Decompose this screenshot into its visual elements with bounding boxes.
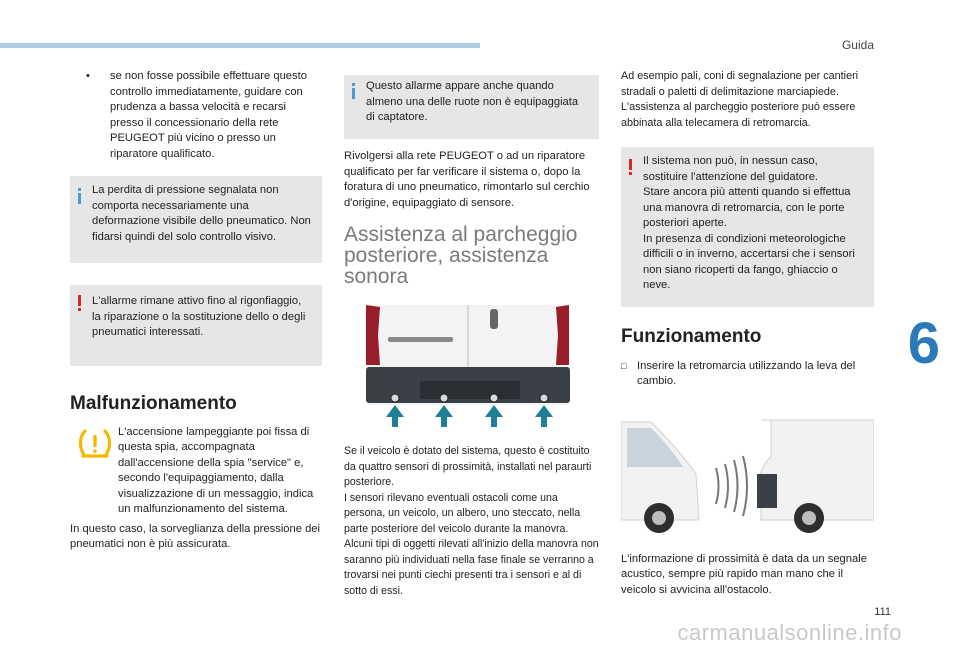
info-box — [70, 176, 322, 263]
heading-malfunzionamento: Malfunzionamento — [70, 393, 237, 414]
step-mark: □ — [621, 360, 627, 371]
warning-box-text: L'allarme rimane attivo fino al rigonfiaggio, la riparazione o la sostituzione dello o degli pneumatici interessati. — [92, 295, 306, 338]
paragraph: Rivolgersi alla rete PEUGEOT o ad un riparatore qualificato per far verificare il sistema o, dopo la foratura di uno pneumatico, rimontarlo sul cerchio d'origine, equipaggiato di sensore. — [344, 150, 590, 209]
van-rear-sensors-illustration — [362, 299, 577, 429]
step-item — [621, 359, 874, 390]
heading-funzionamento: Funzionamento — [621, 326, 762, 347]
warning-line: Il sistema non può, in nessun caso, sostituire l'attenzione del guidatore. — [643, 155, 819, 183]
warning-line: In presenza di condizioni meteorologiche difficili o in inverno, accertarsi che i sensori non siano ricoperti da fango, ghiaccio o neve. — [643, 232, 855, 291]
info-box-text: Questo allarme appare anche quando almeno una delle ruote non è equipaggiata di captatore. — [366, 80, 579, 123]
section-title: Assistenza al parcheggio posteriore, assistenza sonora — [344, 223, 578, 288]
paragraph: I sensori rilevano eventuali ostacoli come una persona, un veicolo, un albero, uno steccato, nella parte posteriore del veicolo durante la manovra. Alcuni tipi di oggetti rilevati all'inizio della manovra non saranno più individuati nella fase finale se verranno a trovarsi nei punti ciechi presenti tra i sensori e al di sotto di essi. — [344, 491, 599, 597]
info-box-text: La perdita di pressione segnalata non comporta necessariamente una deformazione visibile dello pneumatico. Non fidarsi quindi del solo controllo visivo. — [92, 184, 311, 243]
warning-icon — [629, 159, 632, 175]
page-number: 111 — [874, 606, 891, 618]
column-3 — [621, 69, 874, 598]
header-bar — [0, 43, 480, 48]
info-icon — [78, 188, 81, 204]
column-1 — [70, 69, 322, 553]
malfunction-block — [70, 425, 322, 518]
bullet-mark: • — [86, 70, 90, 82]
final-text: L'informazione di prossimità è data da un segnale acustico, sempre più rapido man mano che il veicolo si avvicina all'ostacolo. — [621, 552, 867, 596]
warning-box — [70, 285, 322, 366]
info-box — [344, 75, 599, 139]
final-text: In questo caso, la sorveglianza della pressione dei pneumatici non è più assicurata. — [70, 522, 321, 550]
tire-warning-icon — [78, 427, 112, 461]
malfunction-text: L'accensione lampeggiante poi fissa di questa spia, accompagnata dall'accensione della spia "service" e, secondo l'equipaggiamento, dalla visualizzazione di un messaggio, indica un malfunzionamento del sistema. — [118, 425, 314, 515]
info-icon — [352, 83, 355, 99]
bullet-text: se non fosse possibile effettuare questo controllo immediatamente, guidare con prudenza a bassa velocità e recarsi presso il concessionario della rete PEUGEOT più vicino o presso un riparatore qualificato. — [110, 70, 307, 160]
warning-icon — [78, 295, 81, 311]
column-2 — [344, 75, 599, 599]
paragraph: Se il veicolo è dotato del sistema, questo è costituito da quattro sensori di prossimità, installati nel paraurti posteriore. — [344, 445, 592, 488]
paragraph: Ad esempio pali, coni di segnalazione per cantieri stradali o paletti di delimitazione marciapiede. L'assistenza al parcheggio posteriore può essere abbinata alla telecamera di retromarcia. — [621, 70, 859, 129]
bullet-item — [68, 69, 322, 162]
section-label: Guida — [841, 38, 874, 52]
warning-box — [621, 147, 874, 307]
parking-sensor-illustration — [621, 412, 874, 534]
step-text: Inserire la retromarcia utilizzando la leva del cambio. — [637, 359, 856, 387]
warning-line: Stare ancora più attenti quando si effettua una manovra di retromarcia, con le porte posteriori aperte. — [643, 186, 851, 229]
chapter-number: 6 — [907, 311, 940, 376]
watermark: carmanualsonline.info — [677, 620, 902, 645]
